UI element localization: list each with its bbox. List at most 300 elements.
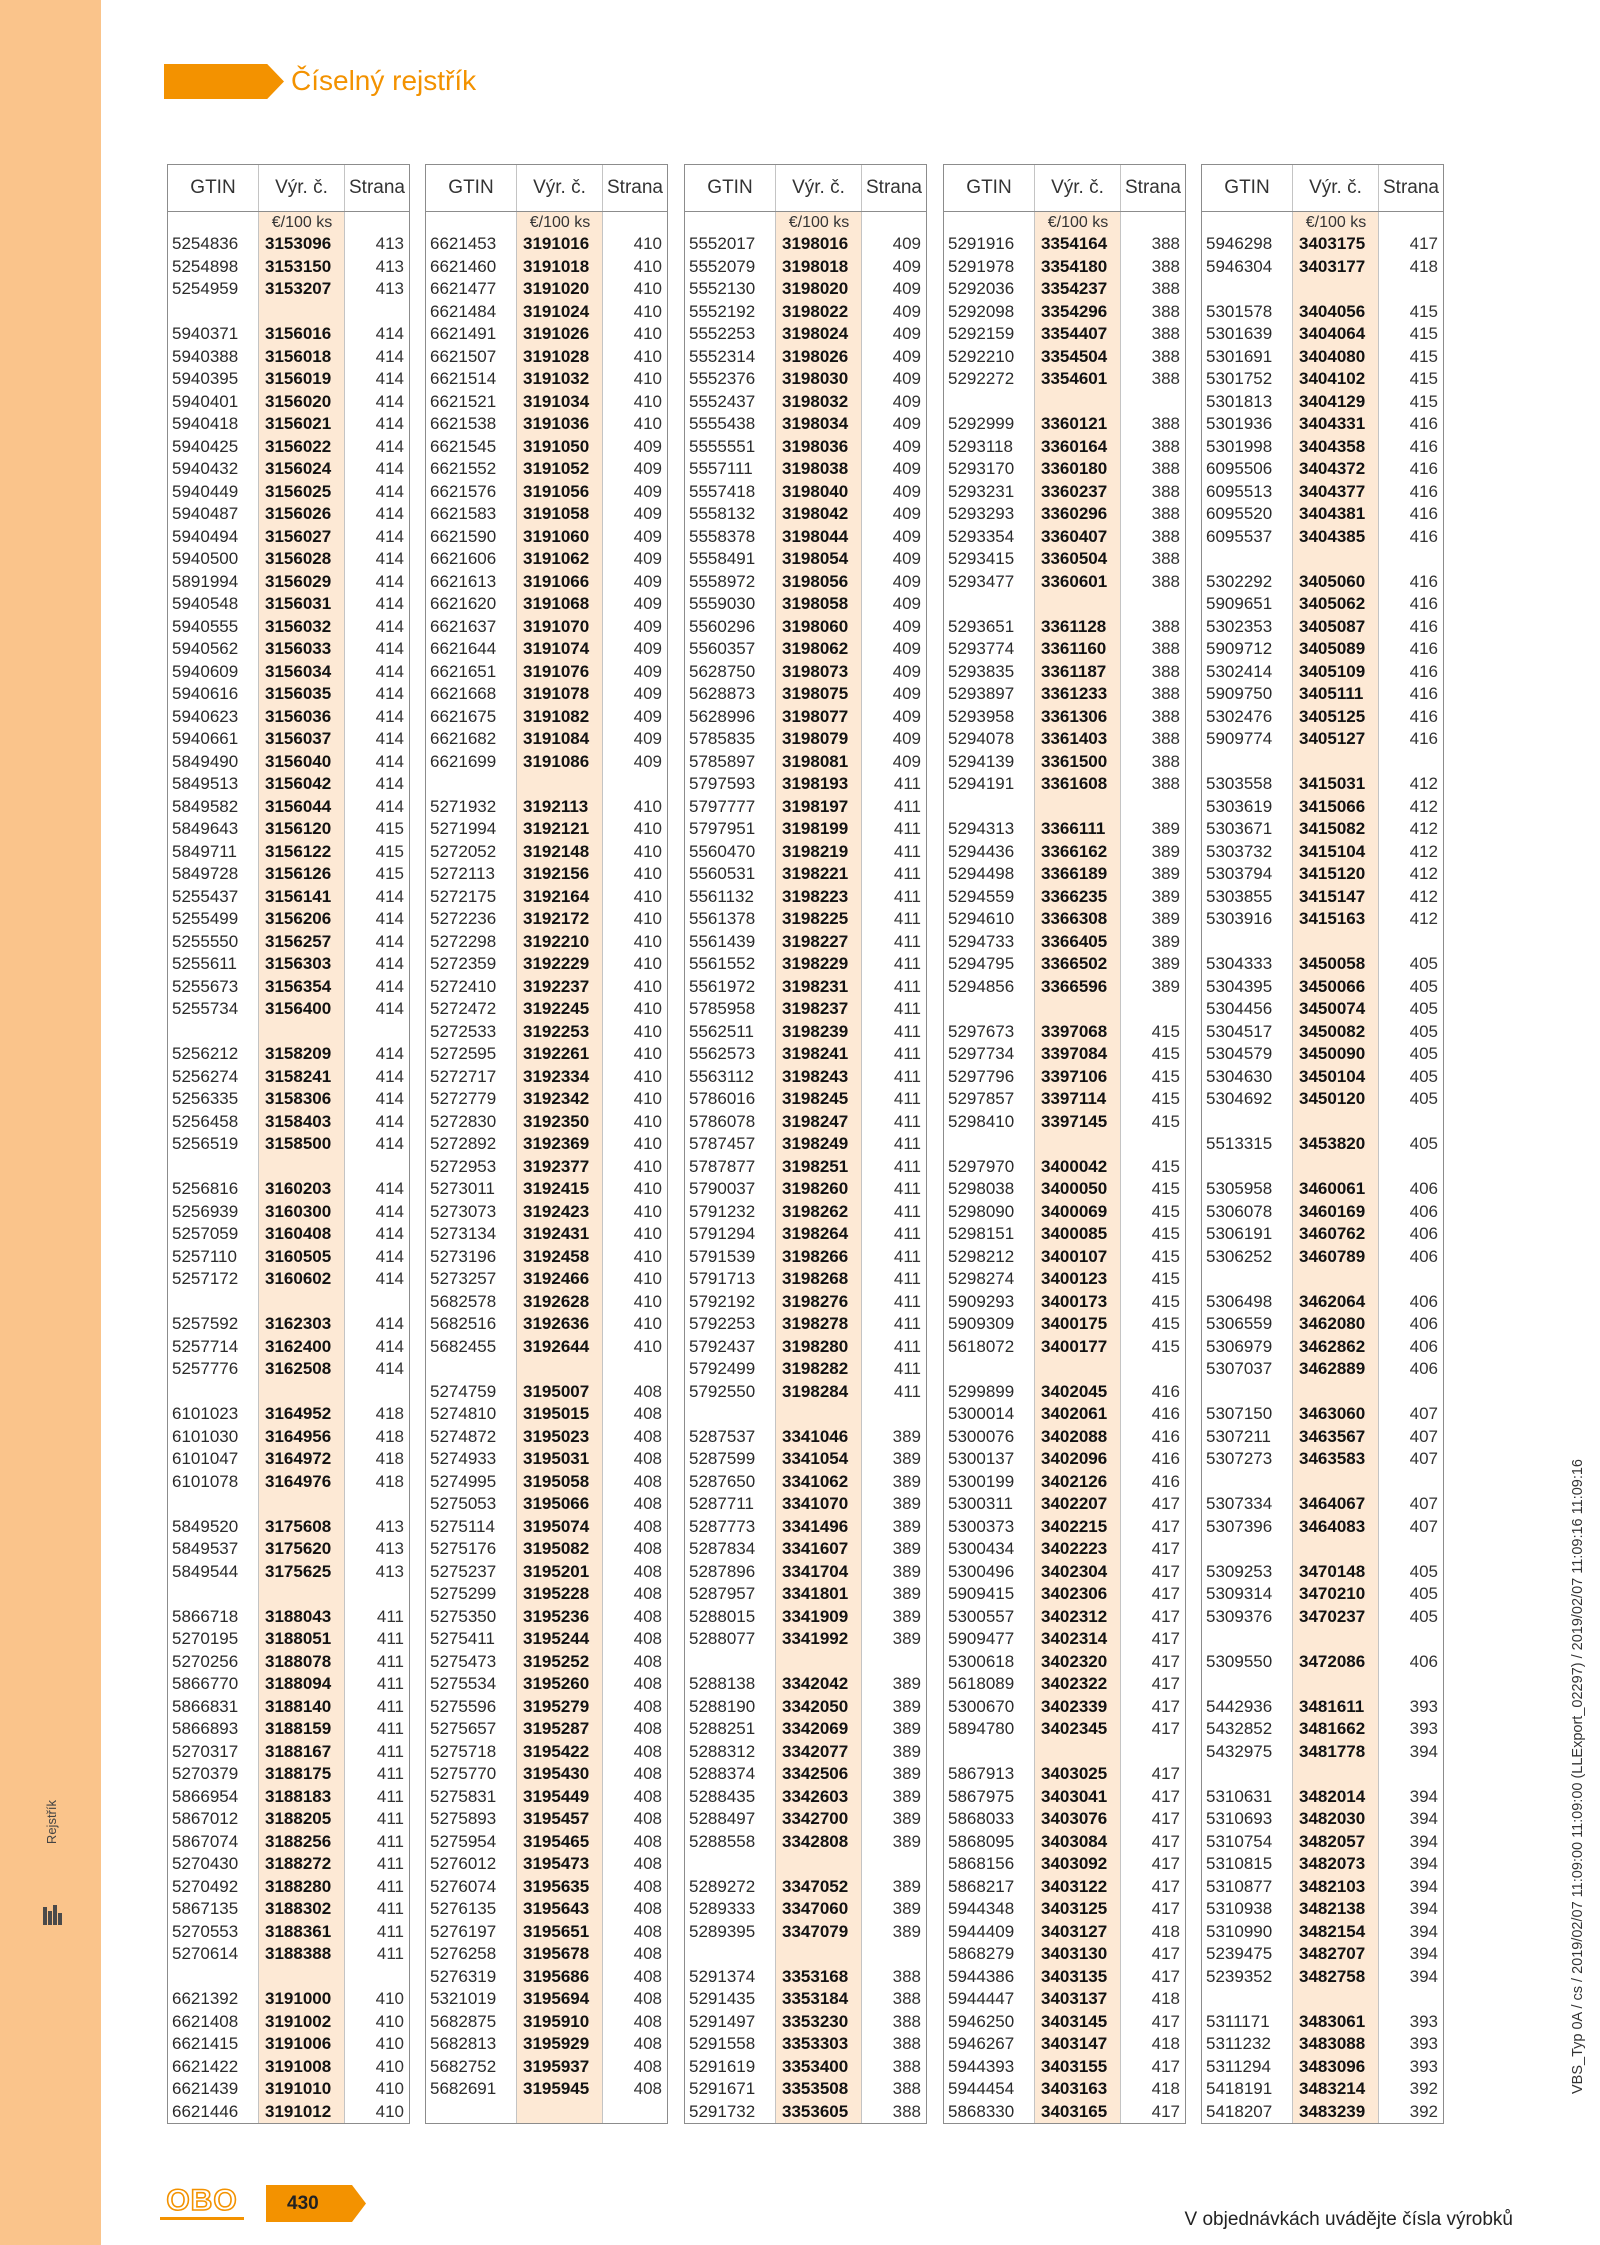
page-cell: 408 <box>633 2056 662 2076</box>
index-row <box>685 1066 926 1089</box>
index-row <box>1202 323 1443 346</box>
page-cell <box>1121 998 1185 1021</box>
price-unit-row <box>1202 212 1443 233</box>
item-number-cell: 3403092 <box>1041 1854 1108 1873</box>
item-number-cell <box>259 1493 345 1516</box>
page-cell: 417 <box>1151 1944 1180 1963</box>
index-row <box>168 2101 409 2124</box>
index-row <box>168 638 409 661</box>
item-number-cell: 3354296 <box>1041 301 1108 321</box>
index-row <box>426 2033 667 2056</box>
page-cell: 415 <box>1151 1179 1180 1198</box>
item-number-cell: 3483239 <box>1299 2101 1366 2121</box>
page-cell: 409 <box>633 481 662 501</box>
gtin-cell: 5300199 <box>948 1471 1015 1491</box>
index-row <box>1202 818 1443 841</box>
gtin-cell: 5563112 <box>689 1066 754 1086</box>
gtin-cell: 5797951 <box>689 819 756 838</box>
page-cell: 410 <box>633 1044 662 1063</box>
item-number-cell: 3195651 <box>523 1921 590 1941</box>
page-cell: 415 <box>1151 1336 1180 1356</box>
item-number-cell: 3402339 <box>1041 1696 1108 1716</box>
gtin-cell: 5868330 <box>948 2101 1015 2121</box>
page-cell: 405 <box>1409 976 1438 996</box>
item-number-cell: 3415031 <box>1299 774 1366 793</box>
item-number-cell: 3403177 <box>1299 256 1366 276</box>
gtin-cell: 5311171 <box>1206 2011 1270 2031</box>
page-cell: 409 <box>892 706 921 726</box>
page-cell: 408 <box>633 1471 662 1491</box>
gtin-cell: 5275473 <box>430 1651 497 1671</box>
header-item-number: Výr. č. <box>776 165 862 211</box>
gtin-cell <box>1202 1988 1293 2011</box>
index-row <box>1202 346 1443 369</box>
gtin-cell: 6095520 <box>1206 504 1273 523</box>
item-number-cell: 3460762 <box>1299 1224 1366 1243</box>
item-number-cell: 3198042 <box>782 504 849 523</box>
index-row-spacer <box>1202 1268 1443 1291</box>
page-cell: 388 <box>1151 729 1180 748</box>
item-number-cell: 3342050 <box>782 1696 849 1716</box>
page-cell: 408 <box>633 2079 662 2098</box>
index-row <box>685 818 926 841</box>
index-row <box>1202 2056 1443 2079</box>
item-number-cell: 3483214 <box>1299 2079 1366 2098</box>
item-number-cell: 3191000 <box>265 1989 332 2008</box>
page-cell: 409 <box>633 684 662 703</box>
page-cell: 411 <box>376 1854 404 1873</box>
page-cell: 414 <box>375 1134 404 1153</box>
item-number-cell: 3160602 <box>265 1269 332 1288</box>
index-row <box>1202 1808 1443 1831</box>
index-row <box>168 278 409 301</box>
page-cell: 409 <box>892 639 921 658</box>
page-cell: 389 <box>1151 841 1180 861</box>
gtin-cell: 5552437 <box>689 391 756 411</box>
gtin-cell: 6621583 <box>430 504 497 523</box>
index-row <box>1202 256 1443 279</box>
gtin-cell: 5944348 <box>948 1899 1015 1918</box>
page-cell: 417 <box>1151 1494 1180 1513</box>
item-number-cell: 3192458 <box>523 1246 590 1266</box>
gtin-cell: 5273011 <box>430 1179 495 1198</box>
item-number-cell: 3198239 <box>782 1021 849 1041</box>
page-cell: 410 <box>633 841 662 861</box>
index-row-spacer <box>1202 1156 1443 1179</box>
page-cell: 411 <box>893 886 921 906</box>
item-number-cell: 3198278 <box>782 1314 849 1333</box>
page-cell: 411 <box>893 954 921 973</box>
item-number-cell: 3403125 <box>1041 1899 1108 1918</box>
gtin-cell: 5940609 <box>172 661 239 681</box>
gtin-cell: 5311294 <box>1206 2056 1271 2076</box>
index-row <box>944 751 1185 774</box>
item-number-cell: 3191006 <box>265 2034 332 2053</box>
page-cell: 409 <box>892 324 921 343</box>
index-row <box>944 1943 1185 1966</box>
item-number-cell: 3400069 <box>1041 1201 1108 1221</box>
item-number-cell: 3403041 <box>1041 1786 1108 1806</box>
item-number-cell: 3481778 <box>1299 1741 1366 1761</box>
page-cell: 411 <box>893 1381 921 1401</box>
index-row <box>944 818 1185 841</box>
header-page: Strana <box>1383 177 1439 198</box>
index-row-spacer <box>168 1021 409 1044</box>
gtin-cell: 5272717 <box>430 1066 497 1086</box>
gtin-cell <box>1202 1156 1293 1179</box>
item-number-cell: 3404064 <box>1299 324 1366 343</box>
index-row <box>944 661 1185 684</box>
page-cell: 408 <box>633 1426 662 1446</box>
index-row <box>685 1898 926 1921</box>
page-cell: 389 <box>892 1741 921 1761</box>
item-number-cell: 3405087 <box>1299 616 1366 636</box>
gtin-cell: 5866770 <box>172 1674 239 1693</box>
index-row <box>944 683 1185 706</box>
item-number-cell: 3402312 <box>1041 1606 1108 1626</box>
index-row <box>685 1201 926 1224</box>
page-cell: 408 <box>633 1584 662 1603</box>
price-unit-row <box>426 212 667 233</box>
page-cell: 415 <box>1151 1021 1180 1041</box>
index-row <box>426 638 667 661</box>
index-row-spacer <box>944 998 1185 1021</box>
gtin-cell: 5792550 <box>689 1381 756 1401</box>
gtin-cell: 5298090 <box>948 1201 1015 1221</box>
item-number-cell: 3198075 <box>782 684 849 703</box>
index-row <box>1202 1043 1443 1066</box>
gtin-cell: 6621521 <box>430 391 497 411</box>
gtin-cell: 5310631 <box>1206 1786 1273 1806</box>
index-row <box>685 1381 926 1404</box>
item-number-cell: 3366162 <box>1041 841 1108 861</box>
gtin-cell <box>1202 278 1293 301</box>
page-cell: 411 <box>893 1314 921 1333</box>
page-cell: 414 <box>375 909 404 928</box>
gtin-cell <box>685 1403 776 1426</box>
item-number-cell: 3195058 <box>523 1471 590 1491</box>
gtin-cell: 6621606 <box>430 549 497 568</box>
page-cell: 388 <box>1151 706 1180 726</box>
gtin-cell: 5785897 <box>689 751 756 771</box>
item-number-cell: 3353303 <box>782 2034 849 2053</box>
item-number-cell: 3462080 <box>1299 1314 1366 1333</box>
page-cell: 408 <box>633 1561 662 1581</box>
item-number-cell: 3354180 <box>1041 256 1108 276</box>
page-cell: 417 <box>1151 1584 1180 1603</box>
index-row <box>685 683 926 706</box>
item-number-cell: 3162400 <box>265 1336 332 1356</box>
item-number-cell: 3198020 <box>782 279 849 298</box>
page-cell: 389 <box>892 1809 921 1828</box>
index-table-3 <box>684 164 927 2124</box>
index-row <box>1202 1921 1443 1944</box>
index-table-1 <box>167 164 410 2124</box>
item-number-cell: 3195635 <box>523 1876 590 1896</box>
gtin-cell: 5321019 <box>430 1989 497 2008</box>
index-row <box>426 323 667 346</box>
gtin-cell: 5257059 <box>172 1224 239 1243</box>
index-row <box>168 458 409 481</box>
gtin-cell: 5287957 <box>689 1584 756 1603</box>
page-cell: 414 <box>375 436 404 456</box>
item-number-cell: 3156018 <box>265 346 332 366</box>
index-row <box>168 1111 409 1134</box>
page-cell: 414 <box>375 459 404 478</box>
item-number-cell: 3192334 <box>523 1066 590 1086</box>
gtin-cell: 5558132 <box>689 504 756 523</box>
index-row <box>944 706 1185 729</box>
gtin-cell: 5293897 <box>948 684 1015 703</box>
page-cell: 417 <box>1151 2011 1180 2031</box>
gtin-cell: 5257172 <box>172 1269 239 1288</box>
item-number-cell: 3366596 <box>1041 976 1108 996</box>
gtin-cell <box>944 1741 1035 1764</box>
page-cell: 412 <box>1409 841 1438 861</box>
item-number-cell: 3366235 <box>1041 886 1108 906</box>
index-row <box>426 1943 667 1966</box>
index-row <box>685 1696 926 1719</box>
item-number-cell: 3188140 <box>265 1696 332 1716</box>
gtin-cell: 5288190 <box>689 1696 756 1716</box>
index-row-spacer <box>944 1741 1185 1764</box>
page-cell: 411 <box>893 1269 921 1288</box>
item-number-cell: 3198221 <box>782 864 849 883</box>
item-number-cell <box>1293 1538 1379 1561</box>
price-unit-row <box>685 212 926 233</box>
index-row <box>168 548 409 571</box>
index-row <box>168 1066 409 1089</box>
gtin-cell: 5272113 <box>430 864 495 883</box>
gtin-cell: 5256519 <box>172 1134 239 1153</box>
page-cell: 414 <box>375 1336 404 1356</box>
gtin-cell: 5300014 <box>948 1404 1015 1423</box>
item-number-cell: 3192237 <box>523 976 590 996</box>
gtin-cell: 5940425 <box>172 436 239 456</box>
index-row <box>944 638 1185 661</box>
gtin-cell: 5298274 <box>948 1269 1015 1288</box>
index-row <box>685 301 926 324</box>
index-row <box>685 1268 926 1291</box>
page-cell: 388 <box>892 2056 921 2076</box>
item-number-cell: 3191058 <box>523 504 590 523</box>
gtin-cell: 5275596 <box>430 1696 497 1716</box>
gtin-cell: 5239475 <box>1206 1944 1273 1963</box>
item-number-cell: 3192245 <box>523 999 590 1018</box>
page-cell: 388 <box>1151 301 1180 321</box>
page-cell: 417 <box>1151 1876 1180 1896</box>
gtin-cell <box>168 1966 259 1989</box>
item-number-cell: 3191062 <box>523 549 590 568</box>
gtin-cell: 5940487 <box>172 504 239 523</box>
page-cell: 408 <box>633 1921 662 1941</box>
gtin-cell: 5785835 <box>689 729 756 748</box>
index-row <box>168 1853 409 1876</box>
index-row <box>168 976 409 999</box>
page-cell: 409 <box>633 504 662 523</box>
index-row <box>426 1133 667 1156</box>
page-cell: 411 <box>376 1674 404 1693</box>
gtin-cell <box>944 1133 1035 1156</box>
index-row <box>426 661 667 684</box>
gtin-cell <box>1202 931 1293 954</box>
page-cell: 409 <box>633 616 662 636</box>
index-row <box>1202 571 1443 594</box>
item-number-cell: 3415104 <box>1299 841 1366 861</box>
index-row <box>685 796 926 819</box>
item-number-cell: 3403165 <box>1041 2101 1108 2121</box>
page-cell: 411 <box>893 819 921 838</box>
index-row <box>168 1268 409 1291</box>
index-row <box>685 1516 926 1539</box>
page-cell: 388 <box>1151 436 1180 456</box>
gtin-cell: 5270614 <box>172 1944 239 1963</box>
index-row <box>685 233 926 256</box>
gtin-cell: 5303794 <box>1206 864 1273 883</box>
item-number-cell: 3192415 <box>523 1179 590 1198</box>
page-cell: 413 <box>375 1561 404 1581</box>
item-number-cell <box>1293 1673 1379 1696</box>
page-cell: 408 <box>633 1719 662 1738</box>
index-section-icon <box>42 1903 64 1927</box>
index-row <box>1202 1583 1443 1606</box>
index-row <box>685 571 926 594</box>
index-row <box>944 1516 1185 1539</box>
index-row <box>168 1921 409 1944</box>
item-number-cell: 3404102 <box>1299 369 1366 388</box>
item-number-cell: 3402061 <box>1041 1404 1108 1423</box>
gtin-cell <box>168 1381 259 1404</box>
gtin-cell: 5562573 <box>689 1044 756 1063</box>
gtin-cell: 5849643 <box>172 819 239 838</box>
page-cell: 416 <box>1409 729 1438 748</box>
page-cell: 388 <box>1151 616 1180 636</box>
item-number-cell: 3472086 <box>1299 1651 1366 1671</box>
index-row-spacer <box>168 1493 409 1516</box>
header-item-number: Výr. č. <box>517 165 603 211</box>
page-cell: 405 <box>1409 954 1438 973</box>
page-cell: 410 <box>633 1336 662 1356</box>
gtin-cell: 5311232 <box>1206 2034 1271 2053</box>
item-number-cell <box>1293 1988 1379 2011</box>
index-row <box>168 1651 409 1674</box>
item-number-cell <box>517 773 603 796</box>
gtin-cell: 5909309 <box>948 1314 1015 1333</box>
page-cell: 408 <box>633 1764 662 1783</box>
index-row <box>685 1921 926 1944</box>
gtin-cell <box>168 1493 259 1516</box>
gtin-cell: 5301639 <box>1206 324 1273 343</box>
gtin-cell: 5682875 <box>430 2011 497 2031</box>
gtin-cell: 5294078 <box>948 729 1015 748</box>
page-cell: 417 <box>1151 1674 1180 1693</box>
header-gtin: GTIN <box>685 165 776 211</box>
page-cell: 415 <box>1409 391 1438 411</box>
gtin-cell <box>944 593 1035 616</box>
item-number-cell: 3191018 <box>523 256 590 276</box>
index-row <box>944 908 1185 931</box>
index-row <box>1202 1313 1443 1336</box>
gtin-cell: 5552376 <box>689 369 756 388</box>
item-number-cell: 3450066 <box>1299 976 1366 996</box>
gtin-cell: 5940500 <box>172 549 239 568</box>
index-row <box>426 976 667 999</box>
gtin-cell: 5418191 <box>1206 2079 1273 2098</box>
index-row <box>685 1313 926 1336</box>
gtin-cell: 5239352 <box>1206 1966 1273 1986</box>
item-number-cell <box>259 301 345 324</box>
index-row <box>685 458 926 481</box>
gtin-cell: 5303558 <box>1206 774 1273 793</box>
index-row <box>944 323 1185 346</box>
item-number-cell: 3158209 <box>265 1044 332 1063</box>
page-cell: 414 <box>375 729 404 748</box>
gtin-cell: 5275770 <box>430 1764 497 1783</box>
index-row <box>168 1561 409 1584</box>
index-row <box>944 1786 1185 1809</box>
page-cell: 405 <box>1409 999 1438 1018</box>
index-row <box>168 998 409 1021</box>
index-row <box>168 1133 409 1156</box>
page-cell: 394 <box>1409 1966 1438 1986</box>
gtin-cell: 5868156 <box>948 1854 1015 1873</box>
index-row <box>168 1628 409 1651</box>
index-row <box>168 616 409 639</box>
gtin-cell: 5292098 <box>948 301 1015 321</box>
gtin-cell: 5909477 <box>948 1629 1015 1648</box>
gtin-cell <box>1202 1471 1293 1494</box>
index-row <box>685 841 926 864</box>
index-row <box>426 1763 667 1786</box>
index-row <box>685 1133 926 1156</box>
gtin-cell: 5310990 <box>1206 1921 1273 1941</box>
item-number-cell: 3482103 <box>1299 1876 1366 1896</box>
page-cell: 406 <box>1409 1201 1438 1221</box>
item-number-cell: 3192210 <box>523 931 590 951</box>
item-number-cell: 3450074 <box>1299 999 1366 1018</box>
item-number-cell: 3198276 <box>782 1291 849 1311</box>
index-row <box>168 706 409 729</box>
index-row <box>1202 526 1443 549</box>
gtin-cell: 5944454 <box>948 2079 1015 2098</box>
gtin-cell: 6621699 <box>430 751 497 771</box>
gtin-cell: 6101047 <box>172 1449 239 1468</box>
index-row <box>426 1021 667 1044</box>
gtin-cell: 5293170 <box>948 459 1015 478</box>
index-row <box>426 1426 667 1449</box>
page-cell: 414 <box>375 684 404 703</box>
item-number-cell: 3198262 <box>782 1201 849 1221</box>
index-row-spacer <box>944 1358 1185 1381</box>
gtin-cell: 5271932 <box>430 796 497 816</box>
index-row <box>685 593 926 616</box>
page-cell: 417 <box>1151 1764 1180 1783</box>
gtin-cell: 5257714 <box>172 1336 239 1356</box>
page-cell: 417 <box>1151 1719 1180 1738</box>
page-cell: 411 <box>893 1246 921 1266</box>
item-number-cell: 3192369 <box>523 1134 590 1153</box>
index-row <box>944 1966 1185 1989</box>
index-row <box>1202 1718 1443 1741</box>
index-row <box>685 1786 926 1809</box>
page-cell: 413 <box>375 279 404 298</box>
gtin-cell: 5309376 <box>1206 1606 1273 1626</box>
gtin-cell: 5557418 <box>689 481 756 501</box>
index-row <box>426 1561 667 1584</box>
item-number-cell: 3198247 <box>782 1111 849 1131</box>
gtin-cell: 5867135 <box>172 1899 239 1918</box>
item-number-cell: 3341992 <box>782 1629 849 1648</box>
